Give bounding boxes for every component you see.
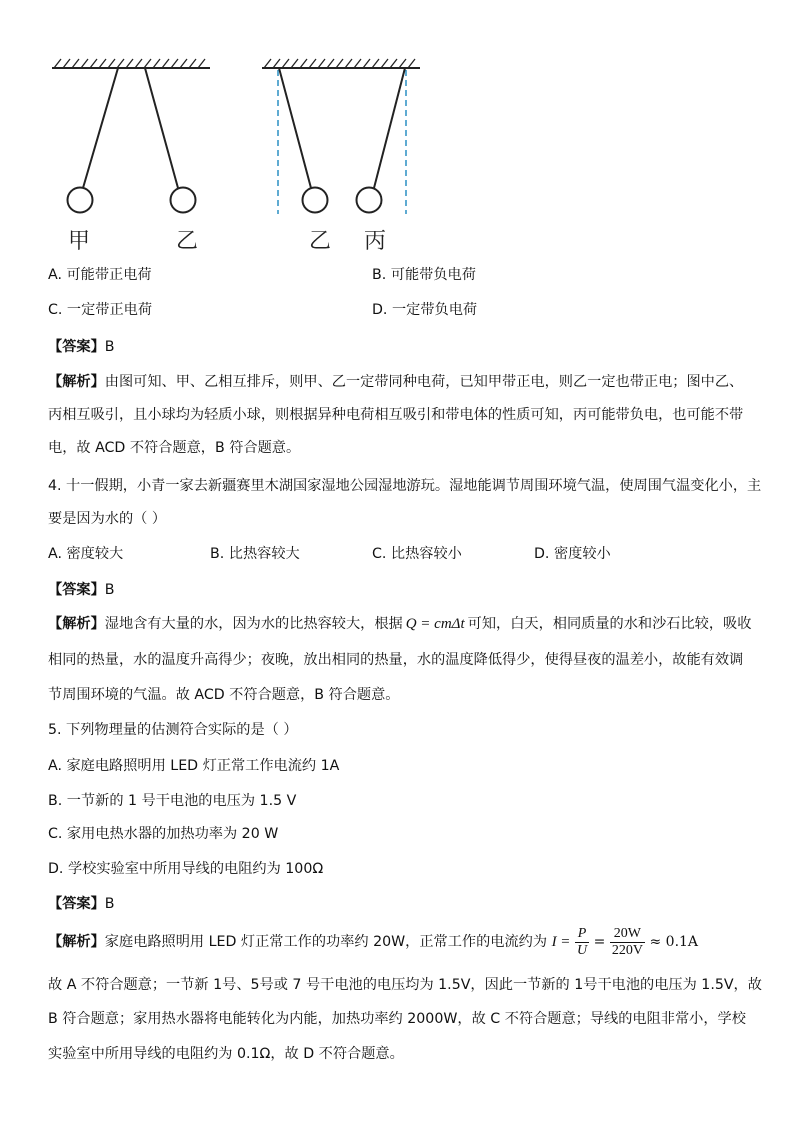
q4-analysis-line-1	[48, 614, 751, 634]
q3-analysis-line-2: 丙相互吸引，且小球均为轻质小球，则根据异种电荷相互吸引和带电体的性质可知，丙可能带负电，也可能不带	[48, 407, 744, 423]
q4-analysis-line-2: 相同的热量，水的温度升高得少；夜晚，放出相同的热量，水的温度降低得少，使得昼夜的温差小，故能有效调	[48, 652, 744, 668]
q4-answer	[48, 580, 115, 600]
pendulum-figure	[0, 0, 794, 260]
analysis-text: 由图可知、甲、乙相互排斥，则甲、乙一定带同种电荷，已知甲带正电，则乙一定也带正电；图中乙、	[104, 374, 744, 390]
ball-yi-left	[171, 188, 196, 213]
q3-analysis-line-1	[48, 372, 743, 392]
q5-analysis-line-1: 【解析】家庭电路照明用 LED 灯正常工作的功率约 20W，正常工作的电流约为 I = $\frac{P}{U}$ = $\frac{20W}{220V}$ ≈ 0.1A	[48, 925, 699, 958]
frac-numerator: 20W	[610, 926, 645, 943]
answer-tag: 【答案】	[48, 582, 105, 598]
q5-answer	[48, 894, 115, 914]
q4-option-d: D. 密度较小	[534, 546, 611, 562]
analysis-text: 家庭电路照明用 LED 灯正常工作的功率约 20W，正常工作的电流约为	[104, 934, 548, 950]
analysis-tag: 【解析】	[48, 616, 105, 632]
q3-analysis-line-3: 电，故 ACD 不符合题意，B 符合题意。	[48, 440, 301, 456]
label-bing: 丙	[364, 229, 387, 254]
q5-stem: 5. 下列物理量的估测符合实际的是（ ）	[48, 722, 298, 738]
formula-heat: Q = cmΔt	[405, 616, 465, 632]
q4-stem-line-2: 要是因为水的（ ）	[48, 511, 167, 527]
q4-stem-line-1: 4. 十一假期，小青一家去新疆赛里木湖国家湿地公园湿地游玩。湿地能调节周围环境气温，使周围气温变化小，主	[48, 478, 762, 494]
q3-option-c: C. 一定带正电荷	[48, 302, 153, 318]
right-strings	[279, 68, 405, 188]
q5-option-c: C. 家用电热水器的加热功率为 20 W	[48, 826, 279, 842]
q4-option-b: B. 比热容较大	[210, 546, 300, 562]
q5-option-d: D. 学校实验室中所用导线的电阻约为 100Ω	[48, 861, 324, 877]
answer-value: B	[104, 339, 115, 355]
q4-option-a: A. 密度较大	[48, 546, 124, 562]
q5-analysis-line-4: 实验室中所用导线的电阻约为 0.1Ω，故 D 不符合题意。	[48, 1046, 404, 1062]
q3-option-a: A. 可能带正电荷	[48, 267, 152, 283]
q3-option-b: B. 可能带负电荷	[372, 267, 476, 283]
q4-option-c: C. 比热容较小	[372, 546, 462, 562]
label-yi-left: 乙	[176, 229, 199, 254]
ball-bing	[357, 188, 382, 213]
right-hatch	[264, 59, 415, 68]
q5-option-b: B. 一节新的 1 号干电池的电压为 1.5 V	[48, 793, 297, 809]
answer-value: B	[104, 582, 115, 598]
ball-jia	[68, 188, 93, 213]
q5-option-a: A. 家庭电路照明用 LED 灯正常工作电流约 1A	[48, 758, 340, 774]
frac-numerator: P	[575, 926, 589, 943]
analysis-text: 湿地含有大量的水，因为水的比热容较大，根据	[104, 616, 403, 632]
analysis-text-cont: 可知，白天，相同质量的水和沙石比较，吸收	[467, 616, 752, 632]
eq-lhs: I =	[551, 934, 571, 950]
label-yi-right: 乙	[309, 229, 332, 254]
ball-yi-right	[303, 188, 328, 213]
q4-analysis-line-3: 节周围环境的气温。故 ACD 不符合题意，B 符合题意。	[48, 687, 400, 703]
label-jia: 甲	[68, 229, 91, 254]
left-strings	[83, 68, 178, 188]
q3-answer	[48, 337, 115, 357]
q3-option-d: D. 一定带负电荷	[372, 302, 478, 318]
answer-value: B	[104, 896, 115, 912]
fraction-values	[610, 926, 645, 959]
q5-analysis-line-3: B 符合题意；家用热水器将电能转化为内能，加热功率约 2000W，故 C 不符合题意；导线的电阻非常小，学校	[48, 1011, 746, 1027]
left-hatch	[54, 59, 205, 68]
q5-analysis-line-2: 故 A 不符合题意；一节新 1号、5号或 7 号干电池的电压均为 1.5V，因此一节新的 1号干电池的电压为 1.5V，故	[48, 977, 762, 993]
eq-rhs: ≈ 0.1A	[649, 934, 699, 950]
analysis-tag: 【解析】	[48, 934, 105, 950]
fraction-p-over-u	[575, 926, 589, 959]
answer-tag: 【答案】	[48, 339, 105, 355]
analysis-tag: 【解析】	[48, 374, 105, 390]
frac-denominator: 220V	[611, 942, 643, 958]
answer-tag: 【答案】	[48, 896, 105, 912]
frac-denominator: U	[576, 942, 588, 958]
